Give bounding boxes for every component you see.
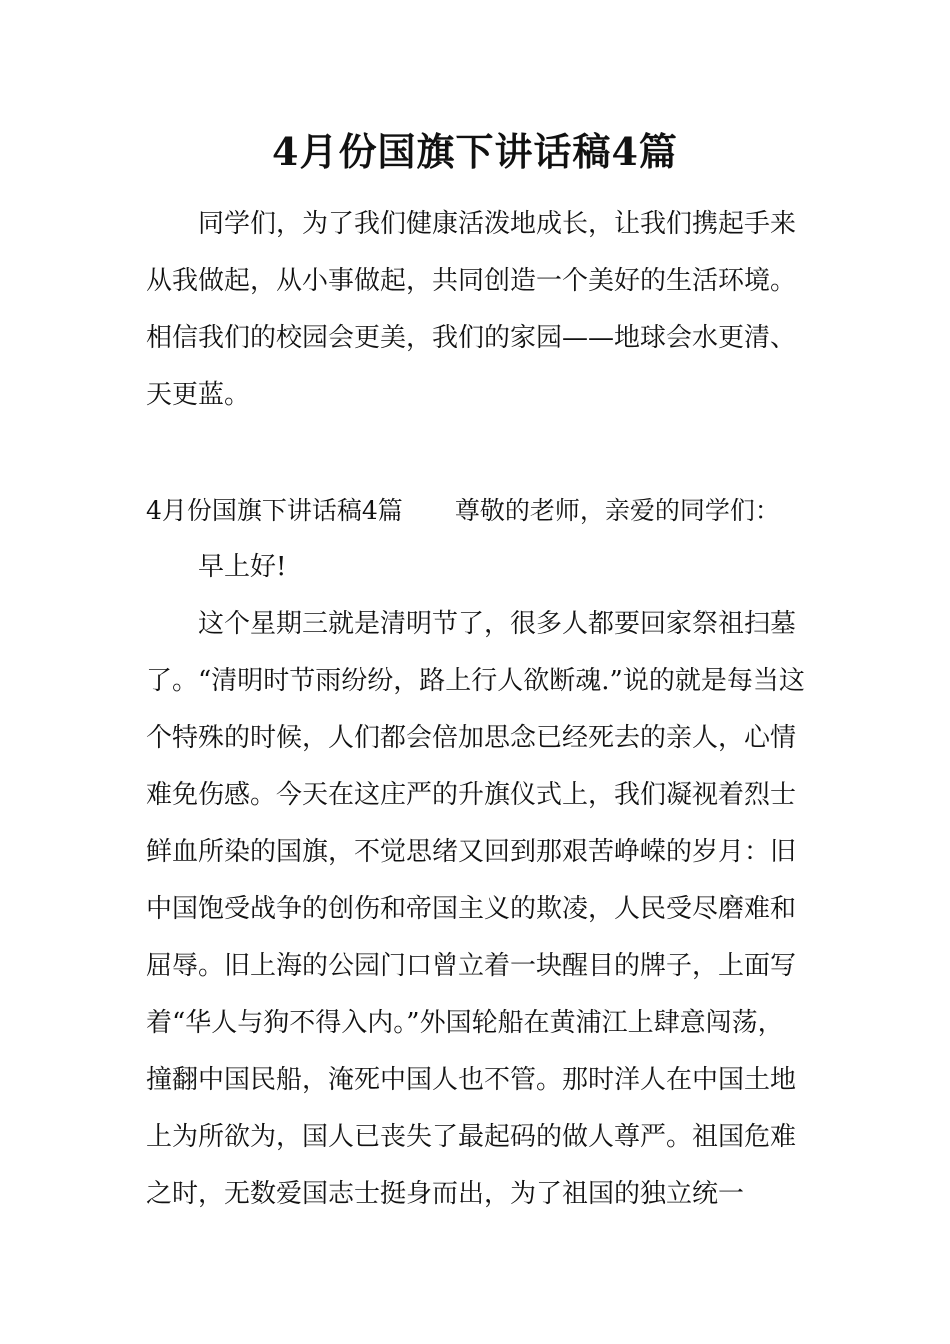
body-paragraph: 这个星期三就是清明节了，很多人都要回家祭祖扫墓了。“清明时节雨纷纷，路上行人欲断魂.”说的就是每当这个特殊的时候，人们都会倍加思念已经死去的亲人，心情难免伤感。今天在这庄严的升旗仪式上，我们凝视着烈士鲜血所染的国旗，不觉思绪又回到那艰苦峥嵘的岁月：旧中国饱受战争的创伤和帝国主义的欺凌，人民受尽磨难和屈辱。旧上海的公园门口曾立着一块醒目的牌子，上面写着“华人与狗不得入内。”外国轮船在黄浦江上肆意闯荡，撞翻中国民船，淹死中国人也不管。那时洋人在中国土地上为所欲为，国人已丧失了最起码的做人尊严。祖国危难之时，无数爱国志士挺身而出，为了祖国的独立统一 <box>146 609 805 1209</box>
document-title: 4月份国旗下讲话稿4篇 <box>272 129 678 174</box>
subheading-line <box>146 482 808 539</box>
intro-paragraph: 同学们，为了我们健康活泼地成长，让我们携起手来从我做起，从小事做起，共同创造一个美好的生活环境。相信我们的校园会更美，我们的家园——地球会水更清、天更蓝。 <box>146 209 797 410</box>
subheading: 4月份国旗下讲话稿4篇 <box>146 496 403 525</box>
greeting: 早上好! <box>198 552 287 582</box>
salutation: 尊敬的老师，亲爱的同学们： <box>454 496 780 525</box>
